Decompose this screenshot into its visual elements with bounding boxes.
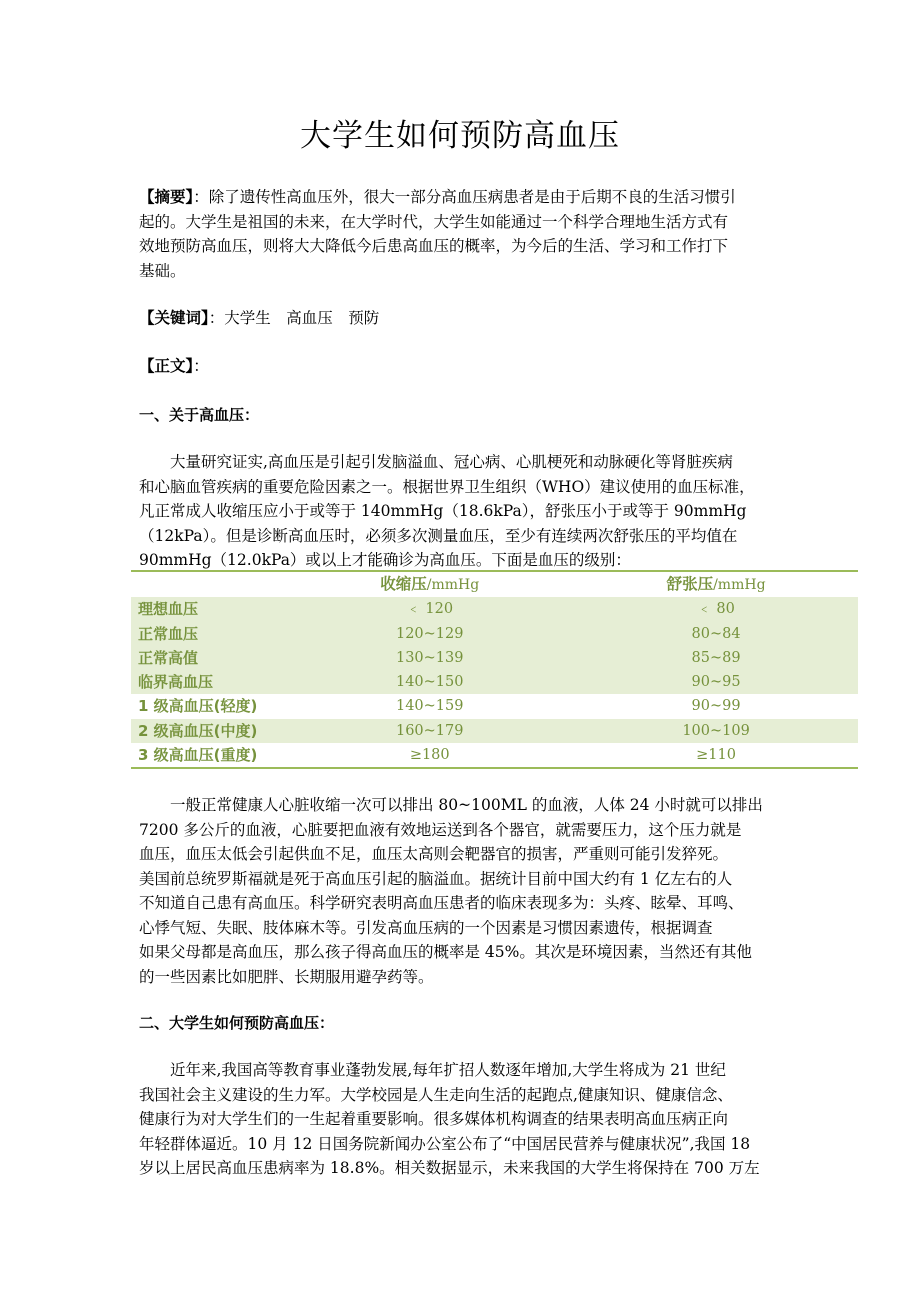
abstract-line: 效地预防高血压，则将大大降低今后患高血压的概率，为今后的生活、学习和工作打下 bbox=[139, 237, 729, 255]
paragraph-line: 美国前总统罗斯福就是死于高血压引起的脑溢血。据统计目前中国大约有 1 亿左右的人 bbox=[139, 869, 733, 888]
table-row bbox=[131, 694, 858, 718]
paragraph-line: 我国社会主义建设的生力军。大学校园是人生走向生活的起跑点,健康知识、健康信念、 bbox=[139, 1085, 733, 1104]
table-cell-level: 1 级高血压(轻度) bbox=[138, 697, 258, 716]
keywords-label: 【关键词】 bbox=[139, 308, 209, 327]
paragraph-line: 的一些因素比如肥胖、长期服用避孕药等。 bbox=[139, 967, 434, 986]
paragraph-line: 血压，血压太低会引起供血不足，血压太高则会靶器官的损害，严重则可能引发猝死。 bbox=[139, 845, 729, 863]
table-row bbox=[131, 622, 858, 646]
body-label: 【正文】 bbox=[139, 356, 194, 375]
paragraph-line: （12kPa）。但是诊断高血压时，必须多次测量血压，至少有连续两次舒张压的平均值在 bbox=[139, 526, 738, 545]
keywords-text: ：大学生 高血压 预防 bbox=[208, 309, 380, 327]
table-row bbox=[131, 743, 858, 768]
paragraph-line: 如果父母都是高血压，那么孩子得高血压的概率是 45%。其次是环境因素，当然还有其他 bbox=[139, 943, 752, 961]
body-label-paragraph bbox=[139, 354, 851, 379]
table-cell-systolic: 160~179 bbox=[395, 722, 464, 739]
blood-pressure-table bbox=[131, 570, 858, 769]
paragraph-line: 近年来,我国高等教育事业蓬勃发展,每年扩招人数逐年增加,大学生将成为 21 世纪 bbox=[170, 1061, 726, 1079]
paragraph-line: 岁以上居民高血压患病率为 18.8%。相关数据显示，未来我国的大学生将保持在 700 万左 bbox=[139, 1159, 760, 1177]
table-cell-diastolic: 80~84 bbox=[691, 625, 741, 642]
table-cell-diastolic: ≥110 bbox=[696, 747, 736, 764]
section1-heading: 一、关于高血压： bbox=[139, 406, 260, 424]
table-cell-diastolic: 90~99 bbox=[691, 698, 741, 715]
keywords-paragraph bbox=[139, 306, 851, 331]
table-row bbox=[131, 597, 858, 621]
table-cell-systolic: 120~129 bbox=[395, 625, 464, 642]
table-cell-level: 理想血压 bbox=[138, 600, 199, 619]
section1-paragraph2 bbox=[139, 793, 851, 989]
abstract-line: 起的。大学生是祖国的未来，在大学时代，大学生如能通过一个科学合理地生活方式有 bbox=[139, 212, 729, 231]
table-cell-level: 正常高值 bbox=[138, 648, 199, 667]
abstract-line: 基础。 bbox=[139, 261, 186, 280]
paragraph-line: 凡正常成人收缩压应小于或等于 140mmHg（18.6kPa），舒张压小于或等于 90mmHg bbox=[139, 502, 747, 520]
table-cell-diastolic: ﹤ 80 bbox=[697, 601, 735, 618]
paragraph-line: 90mmHg（12.0kPa）或以上才能确诊为高血压。下面是血压的级别： bbox=[139, 551, 631, 569]
table-cell-diastolic: 100~109 bbox=[682, 722, 750, 739]
table-cell-level: 3 级高血压(重度) bbox=[138, 746, 258, 765]
paragraph-line: 7200 多公斤的血液，心脏要把血液有效地运送到各个器官，就需要压力，这个压力就是 bbox=[139, 820, 742, 839]
paragraph-line: 大量研究证实,高血压是引起引发脑溢血、冠心病、心肌梗死和动脉硬化等肾脏疾病 bbox=[170, 453, 733, 471]
table-row bbox=[131, 719, 858, 743]
paragraph-line: 年轻群体逼近。10 月 12 日国务院新闻办公室公布了“中国居民营养与健康状况”,我国 18 bbox=[139, 1134, 751, 1153]
table-header-diastolic: 舒张压/mmHg bbox=[666, 575, 766, 593]
document-title: 大学生如何预防高血压 bbox=[300, 118, 620, 154]
table-cell-diastolic: 90~95 bbox=[691, 674, 741, 691]
section1-paragraph1 bbox=[139, 450, 851, 573]
table-header-row bbox=[131, 571, 858, 597]
body-label-colon: ： bbox=[193, 357, 209, 375]
paragraph-line: 健康行为对大学生们的一生起着重要影响。很多媒体机构调查的结果表明高血压病正向 bbox=[139, 1110, 729, 1128]
paragraph-line: 一般正常健康人心脏收缩一次可以排出 80~100ML 的血液，人体 24 小时就可以排出 bbox=[170, 796, 763, 814]
table-cell-systolic: 130~139 bbox=[395, 649, 464, 666]
table-cell-level: 2 级高血压(中度) bbox=[138, 721, 258, 740]
table-cell-level: 临界高血压 bbox=[138, 673, 214, 692]
table-row bbox=[131, 670, 858, 694]
table-row bbox=[131, 646, 858, 670]
table-header-level bbox=[131, 571, 285, 597]
paragraph-line: 心悸气短、失眠、肢体麻木等。引发高血压病的一个因素是习惯因素遗传，根据调查 bbox=[139, 918, 713, 937]
table-cell-systolic: 140~150 bbox=[395, 674, 464, 691]
table-cell-diastolic: 85~89 bbox=[691, 649, 741, 666]
table-cell-systolic: ≥180 bbox=[409, 747, 450, 764]
table-cell-systolic: 140~159 bbox=[395, 698, 464, 715]
section2-paragraph bbox=[139, 1058, 851, 1181]
paragraph-line: 不知道自己患有高血压。科学研究表明高血压患者的临床表现多为：头疼、眩晕、耳鸣、 bbox=[139, 894, 744, 912]
table-header-systolic: 收缩压/mmHg bbox=[380, 575, 480, 593]
abstract-label: 【摘要】 bbox=[139, 187, 194, 206]
paragraph-line: 和心脑血管疾病的重要危险因素之一。根据世界卫生组织（WHO）建议使用的血压标准， bbox=[139, 477, 755, 496]
table-cell-level: 正常血压 bbox=[138, 624, 199, 643]
abstract-line: ：除了遗传性高血压外，很大一部分高血压病患者是由于后期不良的生活习惯引 bbox=[193, 188, 736, 206]
table-cell-systolic: ﹤ 120 bbox=[406, 601, 454, 618]
abstract-paragraph bbox=[139, 185, 851, 283]
section2-heading: 二、大学生如何预防高血压： bbox=[139, 1014, 335, 1032]
